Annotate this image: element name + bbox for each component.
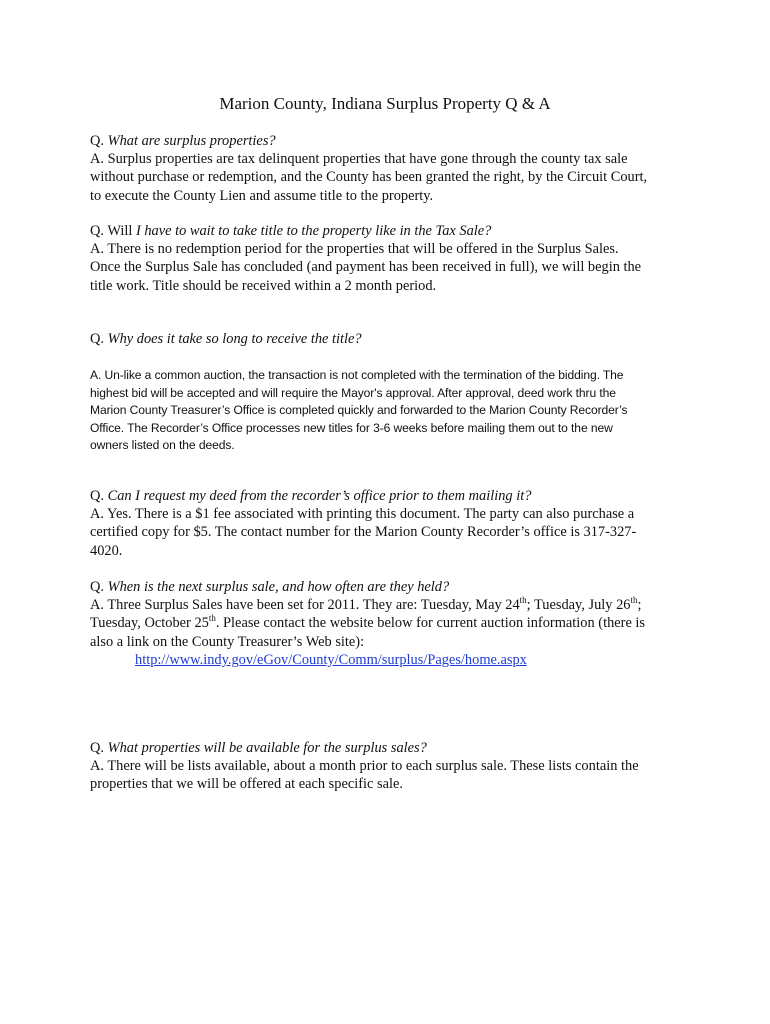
surplus-website-link[interactable]: http://www.indy.gov/eGov/County/Comm/surplus/Pages/home.aspx: [135, 652, 527, 668]
question: Q. Will I have to wait to take title to the property like in the Tax Sale?: [90, 223, 492, 239]
answer-line: A. There is no redemption period for the properties that will be offered in the Surplus Sales.: [90, 241, 619, 258]
answer-line: highest bid will be accepted and will require the Mayor's approval. After approval, deed work thru the: [90, 385, 616, 400]
answer-line: properties that we will be offered at each specific sale.: [90, 776, 403, 793]
answer-line: Office. The Recorder’s Office processes new titles for 3-6 weeks before mailing them out to the new: [90, 420, 613, 435]
answer-line: A. Un-like a common auction, the transaction is not completed with the termination of the bidding. The: [90, 368, 624, 382]
answer-line: Marion County Treasurer’s Office is completed quickly and forwarded to the Marion County Recorder’s: [90, 403, 628, 418]
question-text: When is the next surplus sale, and how often are they held?: [107, 579, 450, 595]
question: Q. Why does it take so long to receive the title?: [90, 331, 362, 347]
answer-line: 4020.: [90, 542, 123, 559]
answer-line: without purchase or redemption, and the County has been granted the right, by the Circuit Court,: [90, 169, 648, 186]
answer-line: Once the Surplus Sale has concluded (and payment has been received in full), we will begin the: [90, 259, 642, 276]
document-title: Marion County, Indiana Surplus Property Q & A: [219, 94, 551, 113]
question-text: What properties will be available for the surplus sales?: [107, 740, 427, 756]
qa-block-title-time: [90, 330, 690, 348]
qa-block-available-properties: [90, 739, 690, 794]
answer-line: A. Three Surplus Sales have been set for 2011. They are: Tuesday, May 24th; Tuesday, July 26th;: [90, 595, 642, 614]
answer-line: Tuesday, October 25th. Please contact the website below for current auction information (there is: [90, 613, 646, 632]
question: Q. Can I request my deed from the recorder’s office prior to them mailing it?: [90, 488, 532, 504]
question: Q. When is the next surplus sale, and how often are they held?: [90, 579, 450, 595]
answer-line: A. Surplus properties are tax delinquent properties that have gone through the county tax sale: [90, 151, 628, 168]
qa-block-next-sale: [90, 578, 690, 651]
answer-line: certified copy for $5. The contact number for the Marion County Recorder’s office is 317-327-: [90, 524, 637, 541]
answer-title-time: [90, 367, 690, 455]
answer-line: title work. Title should be received within a 2 month period.: [90, 277, 437, 294]
answer-line: also a link on the County Treasurer’s Web site):: [90, 633, 365, 650]
question-text: Can I request my deed from the recorder’s office prior to them mailing it?: [107, 488, 532, 504]
answer-line: owners listed on the deeds.: [90, 438, 235, 453]
qa-block-wait-for-title: [90, 222, 690, 295]
qa-block-request-deed: [90, 487, 690, 560]
question-text: I have to wait to take title to the property like in the Tax Sale?: [135, 223, 492, 239]
question: Q. What are surplus properties?: [90, 133, 276, 149]
answer-line: to execute the County Lien and assume title to the property.: [90, 187, 434, 204]
question-text: What are surplus properties?: [107, 133, 276, 149]
answer-line: A. There will be lists available, about a month prior to each surplus sale. These lists contain the: [90, 758, 639, 775]
answer-line: A. Yes. There is a $1 fee associated with printing this document. The party can also purchase a: [90, 506, 635, 523]
question: Q. What properties will be available for the surplus sales?: [90, 740, 427, 756]
question-text: Why does it take so long to receive the title?: [107, 331, 362, 347]
qa-block-surplus-properties: [90, 132, 690, 205]
